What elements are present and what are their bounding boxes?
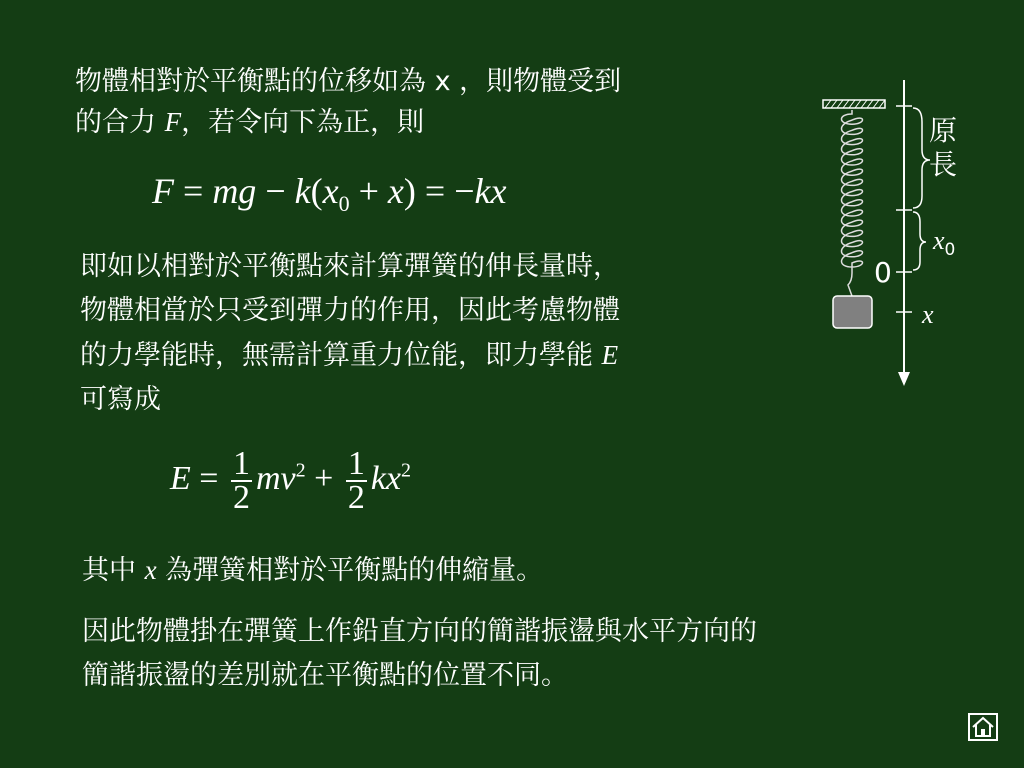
intro-paragraph — [75, 62, 621, 143]
conclusion-paragraph — [82, 610, 757, 698]
intro-line-2-pre: 的合力 — [75, 107, 165, 138]
eq2-exp-1: 2 — [295, 459, 306, 482]
explanation-paragraph — [80, 245, 620, 422]
explanation-line-1: 即如以相對於平衡點來計算彈簧的伸長量時， — [80, 251, 620, 282]
conclusion-line-1: 因此物體掛在彈簧上作鉛直方向的簡諧振盪與水平方向的 — [82, 616, 757, 647]
eq2-equals: = — [190, 459, 227, 497]
home-button[interactable] — [968, 713, 998, 741]
explanation-line-2: 物體相當於只受到彈力的作用，因此考慮物體 — [80, 295, 620, 326]
eq-mg: mg — [212, 171, 257, 211]
original-length-label — [929, 114, 957, 182]
zero-label: 0 — [874, 256, 892, 289]
definition-pre: 其中 — [82, 555, 145, 586]
definition-paragraph — [82, 550, 543, 591]
eq-x0-base: x — [322, 171, 339, 211]
brace-original-length — [913, 108, 930, 208]
original-length-char-1: 原 — [929, 114, 958, 147]
frac2-numerator: 1 — [347, 445, 365, 482]
eq-close-paren: ) — [403, 171, 416, 211]
eq2-mv: mv — [255, 459, 296, 497]
energy-variable: E — [601, 340, 619, 370]
frac1-numerator: 1 — [232, 445, 250, 482]
eq2-kx: kx — [370, 459, 401, 497]
eq-equals: = — [174, 171, 213, 211]
eq-kx: kx — [474, 171, 507, 211]
eq-minus: − — [256, 171, 295, 211]
eq-open-paren: ( — [310, 171, 323, 211]
eq-equals-neg: = − — [415, 171, 475, 211]
force-variable: F — [164, 107, 182, 137]
eq2-exp-2: 2 — [401, 459, 411, 482]
x-label: x — [922, 300, 934, 329]
eq2-lhs-e: E — [170, 459, 191, 497]
x0-label-base: x — [933, 226, 945, 255]
fraction-half-2 — [346, 445, 367, 516]
eq-plus: + — [349, 171, 388, 211]
frac2-denominator: 2 — [347, 479, 365, 516]
eq-x: x — [387, 171, 404, 211]
eq-k: k — [294, 171, 311, 211]
definition-post: 為彈簧相對於平衡點的伸縮量。 — [156, 555, 544, 586]
explanation-line-4: 可寫成 — [80, 384, 161, 415]
explanation-line-3-pre: 的力學能時，無需計算重力位能，即力學能 — [80, 340, 602, 371]
frac1-denominator: 2 — [232, 479, 250, 516]
eq-x0-sub: 0 — [338, 191, 350, 217]
original-length-char-2: 長 — [929, 148, 958, 181]
energy-equation — [170, 445, 411, 516]
conclusion-line-2: 簡諧振盪的差別就在平衡點的位置不同。 — [82, 660, 568, 691]
axis-arrow — [898, 372, 910, 386]
x0-label — [933, 226, 955, 260]
definition-variable-x: x — [144, 555, 157, 585]
x0-label-sub: 0 — [944, 240, 956, 261]
eq-lhs-f: F — [152, 171, 174, 211]
fraction-half-1 — [231, 445, 252, 516]
force-equation — [152, 170, 506, 217]
ceiling-support — [823, 100, 885, 108]
intro-line-2-post: ，若令向下為正，則 — [181, 107, 425, 138]
brace-x0 — [913, 212, 926, 270]
eq2-plus: + — [305, 459, 342, 497]
home-icon — [970, 715, 996, 739]
mass-block — [833, 296, 872, 328]
spring-coil — [842, 110, 863, 296]
intro-line-1: 物體相對於平衡點的位移如為 x ，則物體受到 — [75, 66, 622, 97]
